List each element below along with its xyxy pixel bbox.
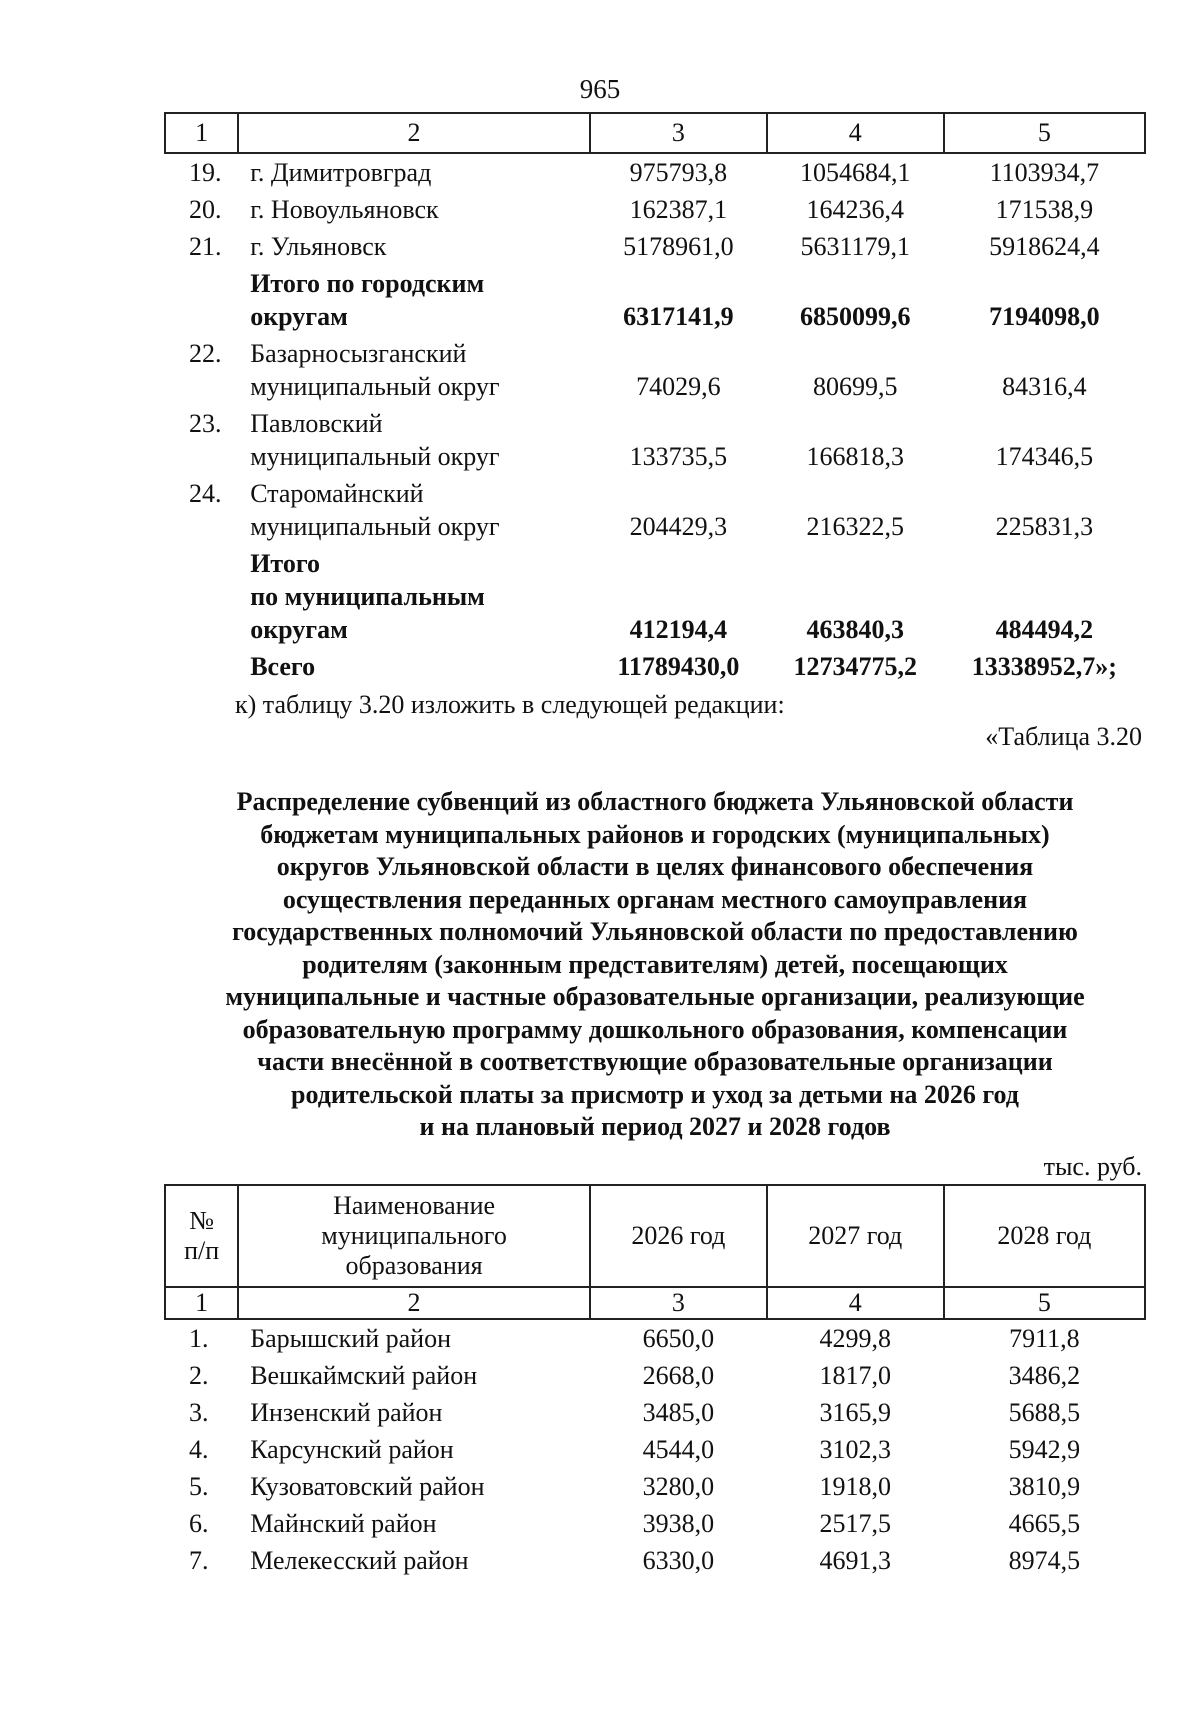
value-col-5: 225831,3 bbox=[995, 512, 1094, 541]
title-line: образовательную программу дошкольного образования, компенсации bbox=[242, 1014, 1068, 1044]
value-col-5: 13338952,7»; bbox=[971, 652, 1117, 681]
value-col-3: 204429,3 bbox=[629, 512, 728, 541]
title-line: государственных полномочий Ульяновской области по предоставлению bbox=[232, 917, 1078, 946]
value-col-5: 171538,9 bbox=[995, 195, 1094, 224]
table-name: «Таблица 3.20 bbox=[985, 722, 1142, 751]
row-name bbox=[238, 648, 590, 685]
table-row bbox=[165, 1357, 1145, 1394]
table-body bbox=[165, 153, 1145, 685]
value-col-4: 216322,5 bbox=[806, 512, 904, 541]
row-name-line: Базарносызганский bbox=[250, 339, 467, 368]
header-number-line: № bbox=[189, 1206, 214, 1235]
title-line: муниципальные и частные образовательные организации, реализующие bbox=[225, 982, 1085, 1011]
row-number: 22. bbox=[189, 339, 222, 368]
row-name-line: г. Димитровград bbox=[250, 158, 432, 187]
row-name-line: муниципальный округ bbox=[250, 512, 500, 541]
table-row bbox=[165, 1468, 1145, 1505]
row-number: 4. bbox=[189, 1435, 209, 1464]
row-name bbox=[238, 405, 590, 475]
row-name-line: г. Новоульяновск bbox=[250, 195, 439, 224]
row-name bbox=[238, 475, 590, 545]
table-row bbox=[165, 1431, 1145, 1468]
header-name-line: Наименование bbox=[333, 1191, 496, 1220]
row-name bbox=[238, 228, 590, 265]
amendment-paragraph: к) таблицу 3.20 изложить в следующей редакции: bbox=[235, 690, 785, 719]
header-col-2: 2 bbox=[238, 113, 590, 153]
row-number: 23. bbox=[189, 409, 222, 438]
value-col-4: 166818,3 bbox=[806, 442, 904, 471]
row-name bbox=[238, 265, 590, 335]
table-row bbox=[165, 228, 1145, 265]
value-col-4: 3102,3 bbox=[819, 1435, 891, 1464]
row-number: 7. bbox=[189, 1546, 209, 1575]
value-col-3: 5178961,0 bbox=[623, 232, 734, 261]
value-col-4: 6850099,6 bbox=[799, 302, 911, 331]
header-year-2028: 2028 год bbox=[944, 1185, 1145, 1287]
header-year-2026: 2026 год bbox=[590, 1185, 767, 1287]
row-name bbox=[238, 545, 590, 648]
row-name-line: муниципальный округ bbox=[250, 372, 500, 401]
value-col-3: 975793,8 bbox=[629, 158, 728, 187]
row-name bbox=[238, 153, 590, 191]
value-col-3: 3938,0 bbox=[642, 1509, 715, 1538]
row-number: 5. bbox=[189, 1472, 209, 1501]
value-col-4: 164236,4 bbox=[806, 195, 904, 224]
row-name-line: Павловский bbox=[250, 409, 383, 438]
value-col-3: 6650,0 bbox=[642, 1324, 715, 1353]
title-line: осуществления переданных органам местного самоуправления bbox=[282, 884, 1028, 914]
subvention-table bbox=[164, 1184, 1146, 1579]
header-col-3: 3 bbox=[590, 113, 767, 153]
table-row bbox=[165, 153, 1145, 191]
value-col-3: 412194,4 bbox=[629, 615, 728, 644]
table-row bbox=[165, 265, 1145, 335]
row-number: 24. bbox=[189, 479, 222, 508]
header-name-cell bbox=[238, 1185, 590, 1287]
value-col-4: 2517,5 bbox=[819, 1509, 891, 1538]
title-line: части внесённой в соответствующие образовательные организации bbox=[257, 1047, 1053, 1076]
row-name: Кузоватовский район bbox=[250, 1472, 485, 1501]
header-name-line: муниципального bbox=[321, 1221, 507, 1250]
table-row bbox=[165, 1505, 1145, 1542]
table-row bbox=[165, 475, 1145, 545]
row-name-line: Итого bbox=[250, 549, 320, 578]
value-col-4: 80699,5 bbox=[812, 372, 898, 401]
row-number: 1. bbox=[189, 1324, 209, 1353]
value-col-4: 1918,0 bbox=[819, 1472, 891, 1501]
value-col-5: 5918624,4 bbox=[989, 232, 1100, 261]
value-col-5: 4665,5 bbox=[1008, 1509, 1081, 1538]
budget-table-continuation bbox=[164, 112, 1146, 685]
value-col-5: 3486,2 bbox=[1008, 1361, 1081, 1390]
title-line: и на плановый период 2027 и 2028 годов bbox=[419, 1112, 891, 1141]
value-col-3: 3280,0 bbox=[642, 1472, 715, 1501]
row-name-line: г. Ульяновск bbox=[250, 232, 387, 261]
row-number bbox=[165, 265, 238, 335]
row-name-line: Старомайнский bbox=[250, 479, 424, 508]
row-name: Майнский район bbox=[250, 1509, 437, 1538]
row-name: Карсунский район bbox=[250, 1435, 454, 1464]
value-col-3: 11789430,0 bbox=[617, 652, 740, 681]
table-header-row bbox=[165, 113, 1145, 153]
row-number: 6. bbox=[189, 1509, 209, 1538]
table-row bbox=[165, 1542, 1145, 1579]
value-col-5: 84316,4 bbox=[1002, 372, 1087, 401]
table-row bbox=[165, 1319, 1145, 1357]
value-col-5: 3810,9 bbox=[1008, 1472, 1081, 1501]
column-number: 3 bbox=[590, 1287, 767, 1319]
table-row bbox=[165, 405, 1145, 475]
row-number: 19. bbox=[189, 158, 222, 187]
table-row bbox=[165, 191, 1145, 228]
row-name-line: по муниципальным bbox=[250, 582, 485, 611]
column-number: 2 bbox=[238, 1287, 590, 1319]
header-number-cell bbox=[165, 1185, 238, 1287]
value-col-4: 4299,8 bbox=[819, 1324, 891, 1353]
column-number: 5 bbox=[944, 1287, 1145, 1319]
row-name-line: округам bbox=[250, 615, 348, 644]
value-col-5: 1103934,7 bbox=[989, 158, 1100, 187]
row-name bbox=[238, 191, 590, 228]
value-col-4: 4691,3 bbox=[819, 1546, 891, 1575]
row-name-line: Всего bbox=[250, 652, 316, 681]
header-col-5: 5 bbox=[944, 113, 1145, 153]
table-row bbox=[165, 648, 1145, 685]
row-name: Барышский район bbox=[250, 1324, 452, 1353]
value-col-3: 6330,0 bbox=[642, 1546, 715, 1575]
units-label: тыс. руб. bbox=[1043, 1152, 1142, 1181]
column-number: 1 bbox=[165, 1287, 238, 1319]
value-col-4: 5631179,1 bbox=[800, 232, 910, 261]
row-name: Мелекесский район bbox=[250, 1546, 469, 1575]
value-col-4: 1054684,1 bbox=[799, 158, 911, 187]
row-name-line: округам bbox=[250, 302, 348, 331]
table-header-row bbox=[165, 1185, 1145, 1287]
title-line: бюджетам муниципальных районов и городских (муниципальных) bbox=[260, 819, 1050, 849]
header-col-4: 4 bbox=[767, 113, 944, 153]
value-col-4: 463840,3 bbox=[806, 615, 904, 644]
column-number: 4 bbox=[767, 1287, 944, 1319]
value-col-5: 174346,5 bbox=[995, 442, 1094, 471]
header-col-1: 1 bbox=[165, 113, 238, 153]
value-col-5: 8974,5 bbox=[1008, 1546, 1081, 1575]
row-name: Вешкаймский район bbox=[250, 1361, 478, 1390]
table-column-numbers-row bbox=[165, 1287, 1145, 1319]
table-title bbox=[164, 786, 1146, 1144]
row-name: Инзенский район bbox=[250, 1398, 443, 1427]
header-name-line: образования bbox=[345, 1251, 483, 1280]
page-number: 965 bbox=[579, 74, 621, 104]
value-col-4: 3165,9 bbox=[819, 1398, 891, 1427]
table-row bbox=[165, 545, 1145, 648]
value-col-5: 5942,9 bbox=[1008, 1435, 1081, 1464]
title-line: Распределение субвенций из областного бюджета Ульяновской области bbox=[236, 787, 1074, 816]
value-col-3: 133735,5 bbox=[629, 442, 728, 471]
value-col-3: 2668,0 bbox=[642, 1361, 715, 1390]
value-col-5: 5688,5 bbox=[1008, 1398, 1081, 1427]
title-line: родителям (законным представителям) детей, посещающих bbox=[302, 949, 1008, 979]
row-number: 20. bbox=[189, 195, 222, 224]
row-name bbox=[238, 335, 590, 405]
row-number: 21. bbox=[189, 232, 222, 261]
value-col-5: 484494,2 bbox=[995, 615, 1094, 644]
title-line: родительской платы за присмотр и уход за детьми на 2026 год bbox=[291, 1079, 1019, 1109]
header-number-line: п/п bbox=[184, 1236, 220, 1265]
value-col-3: 4544,0 bbox=[642, 1435, 715, 1464]
value-col-4: 1817,0 bbox=[819, 1361, 891, 1390]
value-col-5: 7194098,0 bbox=[989, 302, 1100, 331]
value-col-3: 6317141,9 bbox=[623, 302, 734, 331]
row-name-line: муниципальный округ bbox=[250, 442, 500, 471]
row-number: 2. bbox=[189, 1361, 209, 1390]
value-col-5: 7911,8 bbox=[1009, 1324, 1080, 1353]
title-line: округов Ульяновской области в целях финансового обеспечения bbox=[276, 852, 1034, 881]
value-col-3: 162387,1 bbox=[629, 195, 728, 224]
table-row bbox=[165, 335, 1145, 405]
value-col-3: 74029,6 bbox=[636, 372, 721, 401]
value-col-4: 12734775,2 bbox=[793, 652, 917, 681]
row-number: 3. bbox=[189, 1398, 209, 1427]
row-name-line: Итого по городским bbox=[250, 269, 485, 298]
value-col-3: 3485,0 bbox=[642, 1398, 715, 1427]
table-row bbox=[165, 1394, 1145, 1431]
header-year-2027: 2027 год bbox=[767, 1185, 944, 1287]
row-number bbox=[165, 545, 238, 648]
row-number bbox=[165, 648, 238, 685]
table-body bbox=[165, 1319, 1145, 1579]
